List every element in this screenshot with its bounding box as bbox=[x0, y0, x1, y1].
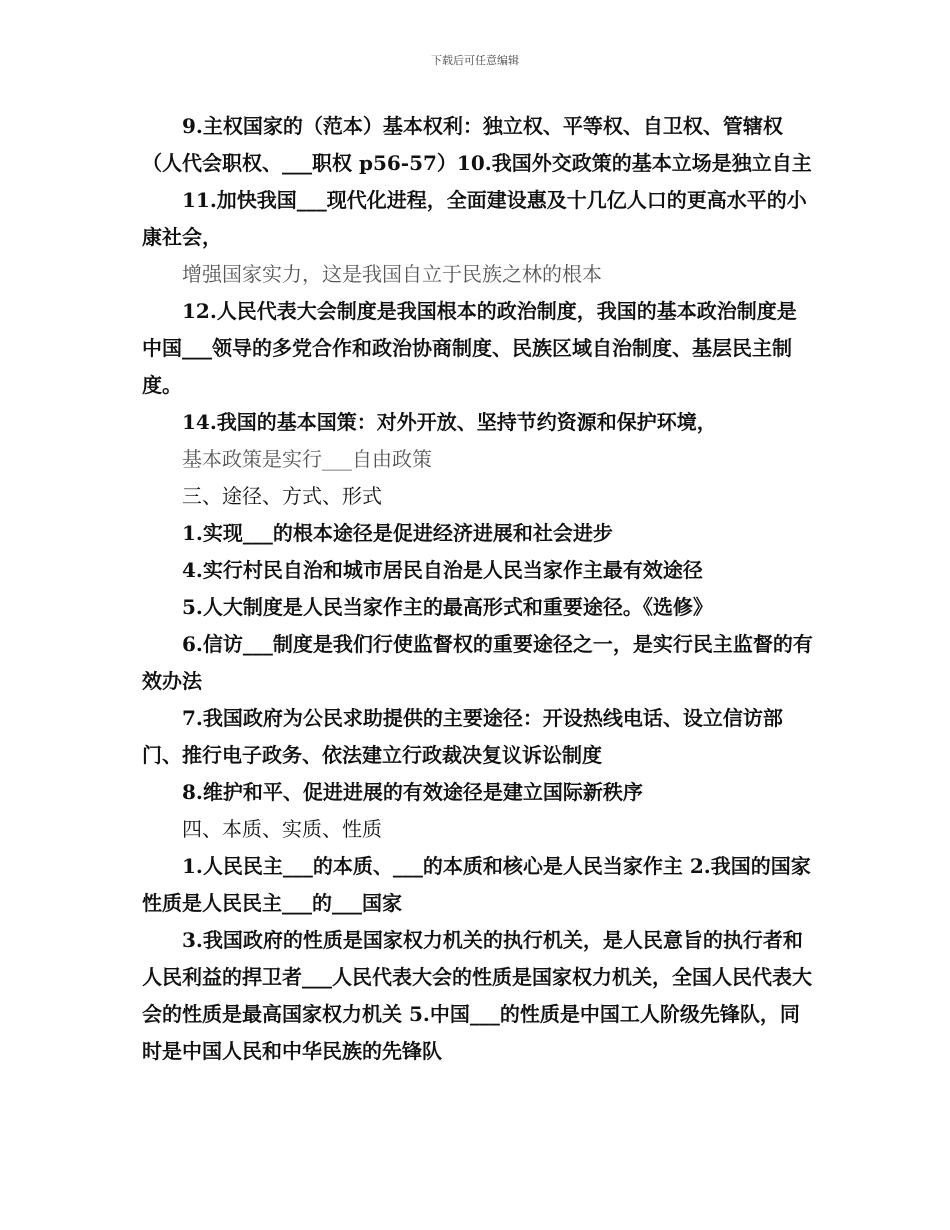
paragraph-approach-5: 5.人大制度是人民当家作主的最高形式和重要途径。《选修》 bbox=[182, 595, 713, 619]
section-heading-essence: 四、本质、实质、性质 bbox=[182, 817, 382, 841]
paragraph-approach-6: 6.信访___制度是我们行使监督权的重要途径之一，是实行民主监督的有效办法 bbox=[142, 632, 813, 693]
paragraph-national-strength: 增强国家实力，这是我国自立于民族之林的根本 bbox=[182, 262, 602, 286]
paragraph-political-system: 12.人民代表大会制度是我国根本的政治制度，我国的基本政治制度是中国___领导的多党合作和政治协商制度、民族区域自治制度、基层民主制度。 bbox=[142, 299, 797, 397]
paragraph-approach-1: 1.实现___的根本途径是促进经济进展和社会进步 bbox=[182, 521, 613, 545]
paragraph-basic-policy: 基本政策是实行___自由政策 bbox=[182, 447, 432, 471]
paragraph-approach-7: 7.我国政府为公民求助提供的主要途径：开设热线电话、设立信访部门、推行电子政务、依法建立行政裁决复议诉讼制度 bbox=[142, 706, 783, 767]
section-heading-approaches: 三、途径、方式、形式 bbox=[182, 484, 382, 508]
paragraph-approach-4: 4.实行村民自治和城市居民自治是人民当家作主最有效途径 bbox=[182, 558, 703, 582]
page-header: 下载后可任意编辑 bbox=[431, 54, 519, 67]
paragraph-approach-8: 8.维护和平、促进进展的有效途径是建立国际新秩序 bbox=[182, 780, 643, 804]
paragraph-national-policy: 14.我国的基本国策：对外开放、坚持节约资源和保护环境， bbox=[182, 410, 717, 434]
paragraph-modernization: 11.加快我国___现代化进程，全面建设惠及十几亿人口的更高水平的小康社会， bbox=[142, 188, 807, 249]
paragraph-sovereign-rights: 9.主权国家的（范本）基本权利：独立权、平等权、自卫权、管辖权（人代会职权、___职权 p56-57）10.我国外交政策的基本立场是独立自主 bbox=[142, 114, 812, 175]
paragraph-essence-1: 1.人民民主___的本质、___的本质和核心是人民当家作主 2.我国的国家性质是人民民主___的___国家 bbox=[142, 854, 811, 915]
paragraph-essence-3: 3.我国政府的性质是国家权力机关的执行机关，是人民意旨的执行者和人民利益的捍卫者___人民代表大会的性质是国家权力机关，全国人民代表大会的性质是最高国家权力机关 5.中国___的性质是中国工人阶级先锋队，同时是中国人民和中华民族的先锋队 bbox=[142, 928, 812, 1063]
document-body bbox=[142, 108, 814, 1070]
